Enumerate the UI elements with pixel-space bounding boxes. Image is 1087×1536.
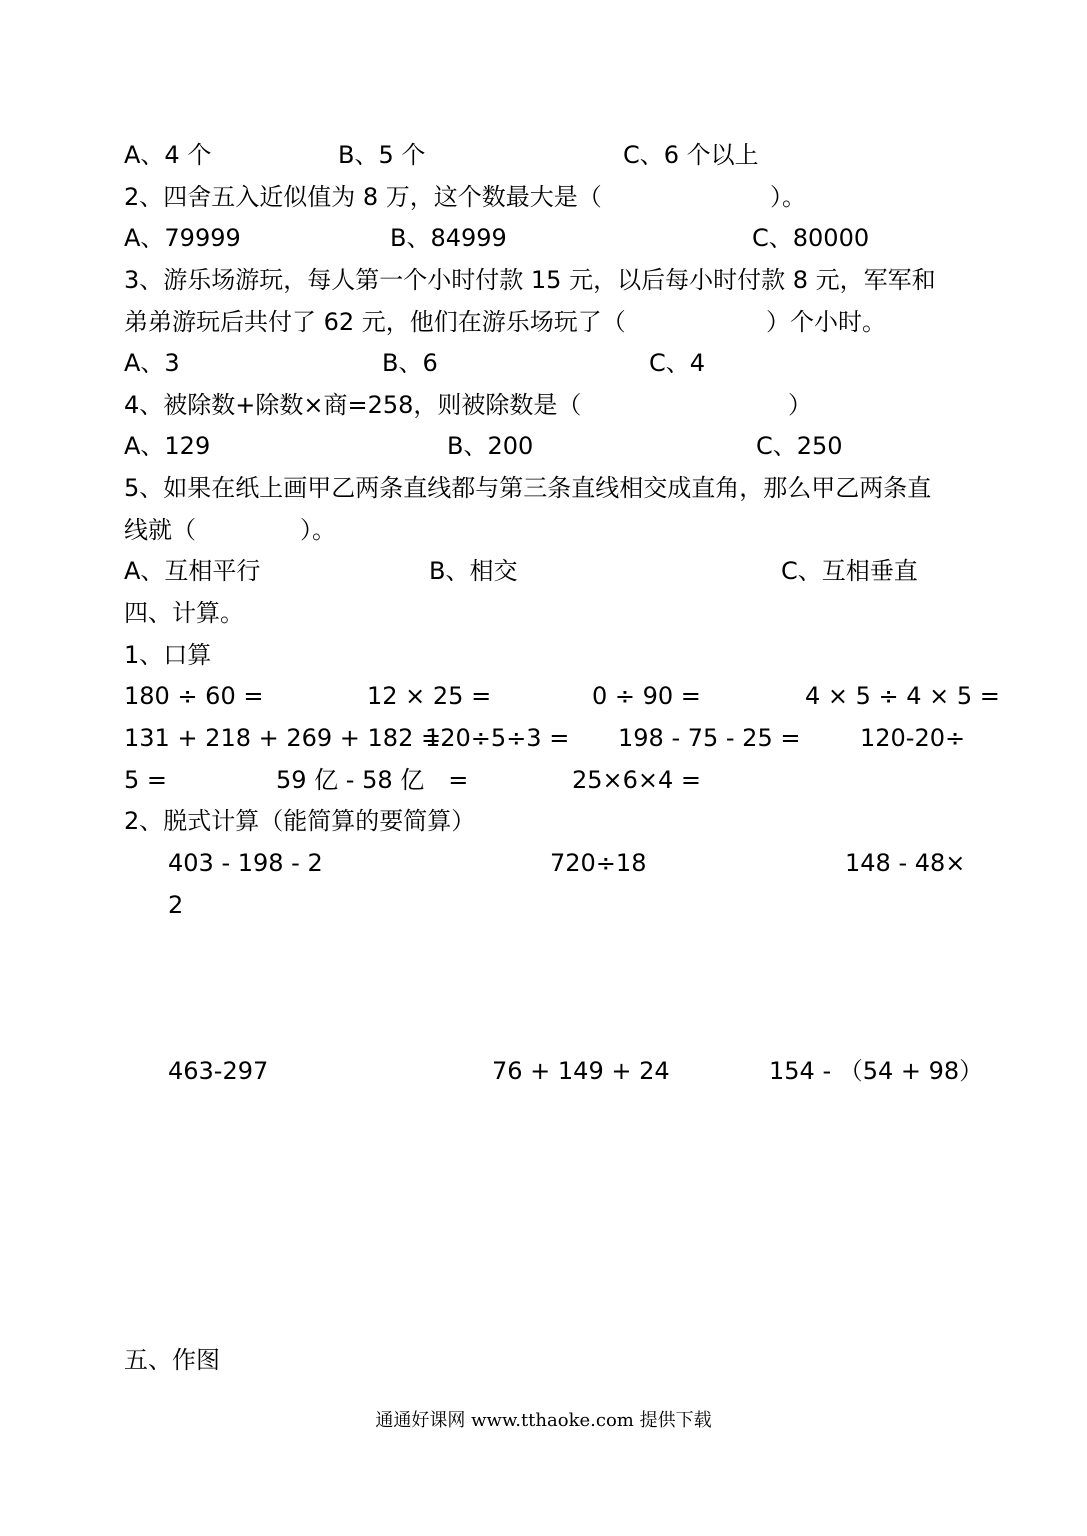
q5-option-a: A、互相平行 — [124, 557, 261, 585]
oral-item: 12 × 25 = — [367, 682, 492, 710]
oral-item: 0 ÷ 90 = — [592, 682, 701, 710]
q3-option-b: B、6 — [382, 349, 438, 377]
written-item: 463-297 — [168, 1057, 269, 1085]
oral-item: 120-20÷ — [860, 724, 966, 752]
q4-close: ） — [788, 391, 812, 419]
written-item-wrap: 2 — [168, 891, 184, 919]
written-item: 76 + 149 + 24 — [492, 1057, 670, 1085]
oral-calc-heading — [124, 638, 964, 672]
written-row-2 — [124, 1054, 984, 1088]
q2-options-row — [124, 221, 964, 255]
q5-stem-line-2: 线就（ — [124, 516, 196, 544]
written-item: 403 - 198 - 2 — [168, 849, 323, 877]
q3-options-row — [124, 346, 964, 380]
oral-row-2 — [124, 721, 964, 755]
q2-stem: 2、四舍五入近似值为 8 万，这个数最大是（ — [124, 183, 602, 211]
q4-option-b: B、200 — [447, 432, 534, 460]
q3-option-c: C、4 — [649, 349, 706, 377]
q5-option-b: B、相交 — [429, 557, 518, 585]
q5-stem-row-1 — [124, 471, 964, 505]
section-4-heading — [124, 596, 964, 630]
q1-option-b: B、5 个 — [338, 141, 426, 169]
q1-option-a: A、4 个 — [124, 141, 212, 169]
oral-calc-title: 1、口算 — [124, 641, 212, 669]
q5-options-row — [124, 554, 964, 588]
section-5-title: 五、作图 — [124, 1346, 220, 1374]
written-row-1 — [124, 846, 964, 880]
written-item: 154 - （54 + 98） — [769, 1057, 984, 1085]
page-footer: 通通好课网 www.tthaoke.com 提供下载 — [375, 1410, 712, 1431]
q2-option-a: A、79999 — [124, 224, 241, 252]
written-calc-title: 2、脱式计算（能简算的要简算） — [124, 807, 476, 835]
oral-item: 59 亿 - 58 亿 = — [276, 766, 469, 794]
oral-item: 131 + 218 + 269 + 182 = — [124, 724, 442, 752]
oral-row-3 — [124, 763, 964, 797]
written-item: 720÷18 — [550, 849, 647, 877]
oral-item: 180 ÷ 60 = — [124, 682, 264, 710]
q4-stem: 4、被除数+除数×商=258，则被除数是（ — [124, 391, 582, 419]
q3-stem-row-1 — [124, 263, 964, 297]
q5-close: ）。 — [300, 516, 336, 544]
q1-option-c: C、6 个以上 — [623, 141, 759, 169]
q5-option-c: C、互相垂直 — [781, 557, 918, 585]
q4-option-c: C、250 — [756, 432, 843, 460]
q1-options-row — [124, 138, 964, 172]
q3-stem-line-2: 弟弟游玩后共付了 62 元，他们在游乐场玩了（ — [124, 308, 626, 336]
q4-options-row — [124, 429, 964, 463]
q5-stem-row-2 — [124, 513, 964, 547]
oral-item: 120÷5÷3 = — [425, 724, 570, 752]
q2-close: ）。 — [770, 183, 806, 211]
written-item: 148 - 48× — [845, 849, 966, 877]
written-row-1-wrap — [124, 888, 964, 922]
q3-stem-row-2 — [124, 305, 964, 339]
q3-stem-line-1: 3、游乐场游玩，每人第一个小时付款 15 元，以后每小时付款 8 元，军军和 — [124, 266, 936, 294]
q3-option-a: A、3 — [124, 349, 180, 377]
q2-option-c: C、80000 — [752, 224, 870, 252]
q4-stem-row — [124, 388, 964, 422]
oral-item: 4 × 5 ÷ 4 × 5 = — [805, 682, 1000, 710]
oral-item: 198 - 75 - 25 = — [618, 724, 801, 752]
oral-item: 25×6×4 = — [572, 766, 702, 794]
q2-stem-row — [124, 180, 964, 214]
q5-stem-line-1: 5、如果在纸上画甲乙两条直线都与第三条直线相交成直角，那么甲乙两条直 — [124, 474, 932, 502]
written-calc-heading — [124, 804, 964, 838]
oral-row-1 — [124, 679, 1000, 713]
oral-item: 5 = — [124, 766, 168, 794]
section-4-title: 四、计算。 — [124, 599, 244, 627]
q4-option-a: A、129 — [124, 432, 211, 460]
q2-option-b: B、84999 — [390, 224, 507, 252]
q3-close: ）个小时。 — [766, 308, 886, 336]
section-5-heading — [124, 1343, 964, 1377]
